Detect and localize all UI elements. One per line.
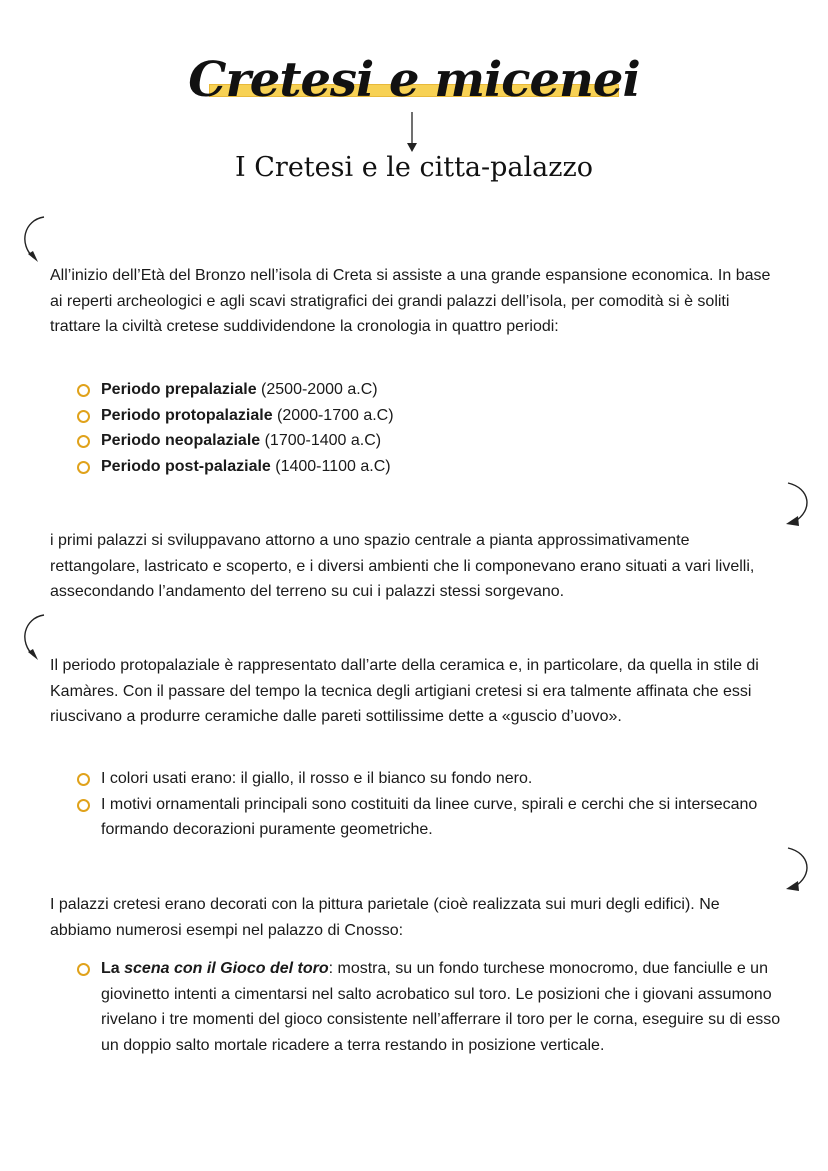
bullet-circle-icon bbox=[77, 410, 90, 423]
list-item: Periodo neopalaziale (1700-1400 a.C) bbox=[75, 428, 785, 454]
list-item: Periodo post-palaziale (1400-1100 a.C) bbox=[75, 454, 785, 480]
list-item: Periodo protopalaziale (2000-1700 a.C) bbox=[75, 403, 785, 429]
bullet-circle-icon bbox=[77, 384, 90, 397]
curved-arrow-left-icon bbox=[16, 214, 50, 266]
list-item: Periodo prepalaziale (2500-2000 a.C) bbox=[75, 377, 785, 403]
page-subtitle: I Cretesi e le citta-palazzo bbox=[235, 152, 593, 183]
curved-arrow-left-icon bbox=[16, 612, 50, 664]
list-item: I colori usati erano: il giallo, il rosso e il bianco su fondo nero. bbox=[75, 766, 785, 792]
list-item: I motivi ornamentali principali sono costituiti da linee curve, spirali e cerchi che si intersecano formando decorazioni puramente geometriche. bbox=[75, 792, 785, 843]
curved-arrow-right-icon bbox=[780, 480, 814, 530]
page-title: Cretesi e micenei bbox=[188, 52, 640, 108]
bullet-circle-icon bbox=[77, 963, 90, 976]
intro-paragraph: All’inizio dell’Età del Bronzo nell’isola di Creta si assiste a una grande espansione economica. In base ai reperti archeologici e agli scavi stratigrafici dei grandi palazzi dell’isola, per comodità si è soliti trattare la civiltà cretese suddividendone la cronologia in quattro periodi: bbox=[50, 267, 771, 335]
list-item: La scena con il Gioco del toro: mostra, su un fondo turchese monocromo, due fanciulle e un giovinetto intenti a cimentarsi nel salto acrobatico sul toro. Le posizioni che i giovani assumono rivelano i tre momenti del gioco consistente nell’afferrare il toro per le corna, eseguire su di esso un doppio salto mortale ricadere a terra restando in posizione verticale. bbox=[75, 956, 785, 1058]
curved-arrow-right-icon bbox=[780, 845, 814, 895]
painting-paragraph: I palazzi cretesi erano decorati con la pittura parietale (cioè realizzata sui muri degli edifici). Ne abbiamo numerosi esempi nel palazzo di Cnosso: bbox=[50, 896, 720, 939]
periods-list bbox=[75, 377, 785, 479]
ceramics-list bbox=[75, 766, 785, 843]
bullet-circle-icon bbox=[77, 773, 90, 786]
bullet-circle-icon bbox=[77, 435, 90, 448]
bullet-circle-icon bbox=[77, 799, 90, 812]
palaces-paragraph: i primi palazzi si sviluppavano attorno a uno spazio centrale a pianta approssimativamente rettangolare, lastricato e scoperto, e i diversi ambienti che li componevano erano situati a vari livelli, assecondando l’andamento del terreno su cui i palazzi stessi sorgevano. bbox=[50, 532, 755, 600]
bullet-circle-icon bbox=[77, 461, 90, 474]
ceramics-paragraph: Il periodo protopalaziale è rappresentato dall’arte della ceramica e, in particolare, da quella in stile di Kamàres. Con il passare del tempo la tecnica degli artigiani cretesi si era talmente affinata che essi riuscivano a produrre ceramiche dalle pareti sottilissime dette a «guscio d’uovo». bbox=[50, 657, 759, 725]
painting-list bbox=[75, 956, 785, 1058]
down-arrow-icon bbox=[404, 110, 420, 154]
